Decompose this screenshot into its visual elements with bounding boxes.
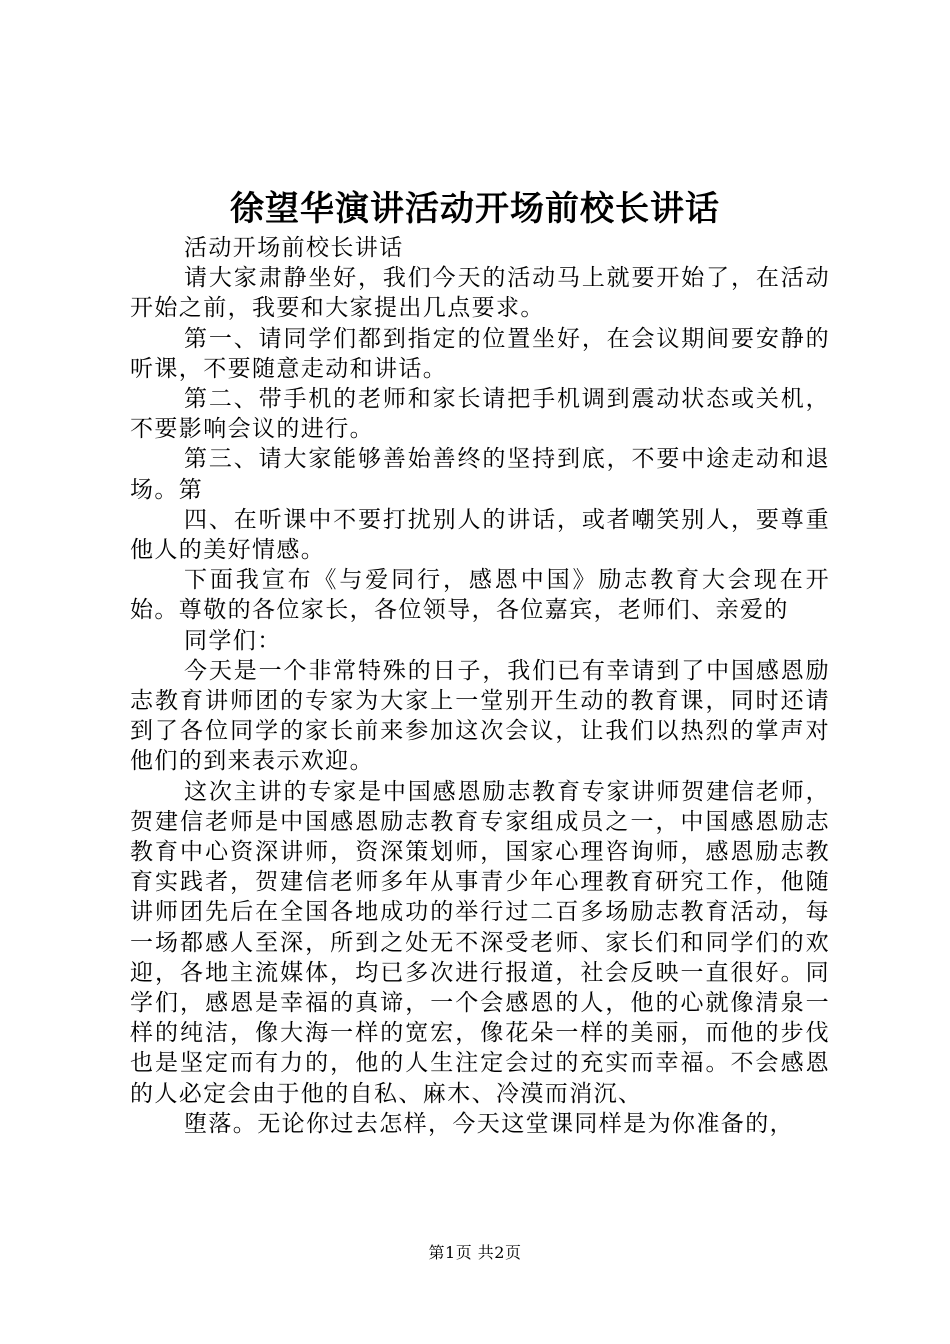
paragraph: 下面我宣布《与爱同行，感恩中国》励志教育大会现在开始。尊敬的各位家长，各位领导，各位嘉宾，老师们、亲爱的 xyxy=(130,567,830,624)
paragraph: 同学们： xyxy=(184,627,282,654)
page-footer: 第1页 共2页 xyxy=(428,1243,522,1262)
paragraph: 第二、带手机的老师和家长请把手机调到震动状态或关机，不要影响会议的进行。 xyxy=(130,386,830,443)
paragraph: 第一、请同学们都到指定的位置坐好，在会议期间要安静的听课，不要随意走动和讲话。 xyxy=(130,325,830,382)
document-body xyxy=(130,233,830,1139)
paragraph: 第三、请大家能够善始善终的坚持到底，不要中途走动和退场。第 xyxy=(130,446,830,503)
document-title: 徐望华演讲活动开场前校长讲话 xyxy=(230,189,720,229)
paragraph: 请大家肃静坐好，我们今天的活动马上就要开始了，在活动开始之前，我要和大家提出几点要求。 xyxy=(130,265,830,322)
paragraph: 活动开场前校长讲话 xyxy=(184,235,404,261)
paragraph: 堕落。无论你过去怎样，今天这堂课同样是为你准备的， xyxy=(184,1110,794,1137)
paragraph: 今天是一个非常特殊的日子，我们已有幸请到了中国感恩励志教育讲师团的专家为大家上一堂别开生动的教育课，同时还请到了各位同学的家长前来参加这次会议，让我们以热烈的掌声对他们的到来表示欢迎。 xyxy=(130,657,830,775)
paragraph: 这次主讲的专家是中国感恩励志教育专家讲师贺建信老师，贺建信老师是中国感恩励志教育专家组成员之一，中国感恩励志教育中心资深讲师，资深策划师，国家心理咨询师，感恩励志教育实践者，贺建信老师多年从事青少年心理教育研究工作，他随讲师团先后在全国各地成功的举行过二百多场励志教育活动，每一场都感人至深，所到之处无不深受老师、家长们和同学们的欢迎，各地主流媒体，均已多次进行报道，社会反映一直很好。同学们，感恩是幸福的真谛，一个会感恩的人，他的心就像清泉一样的纯洁，像大海一样的宽宏，像花朵一样的美丽，而他的步伐也是坚定而有力的，他的人生注定会过的充实而幸福。不会感恩的人必定会由于他的自私、麻木、冷漠而消沉、 xyxy=(130,778,830,1107)
paragraph: 四、在听课中不要打扰别人的讲话，或者嘲笑别人，要尊重他人的美好情感。 xyxy=(130,506,830,564)
